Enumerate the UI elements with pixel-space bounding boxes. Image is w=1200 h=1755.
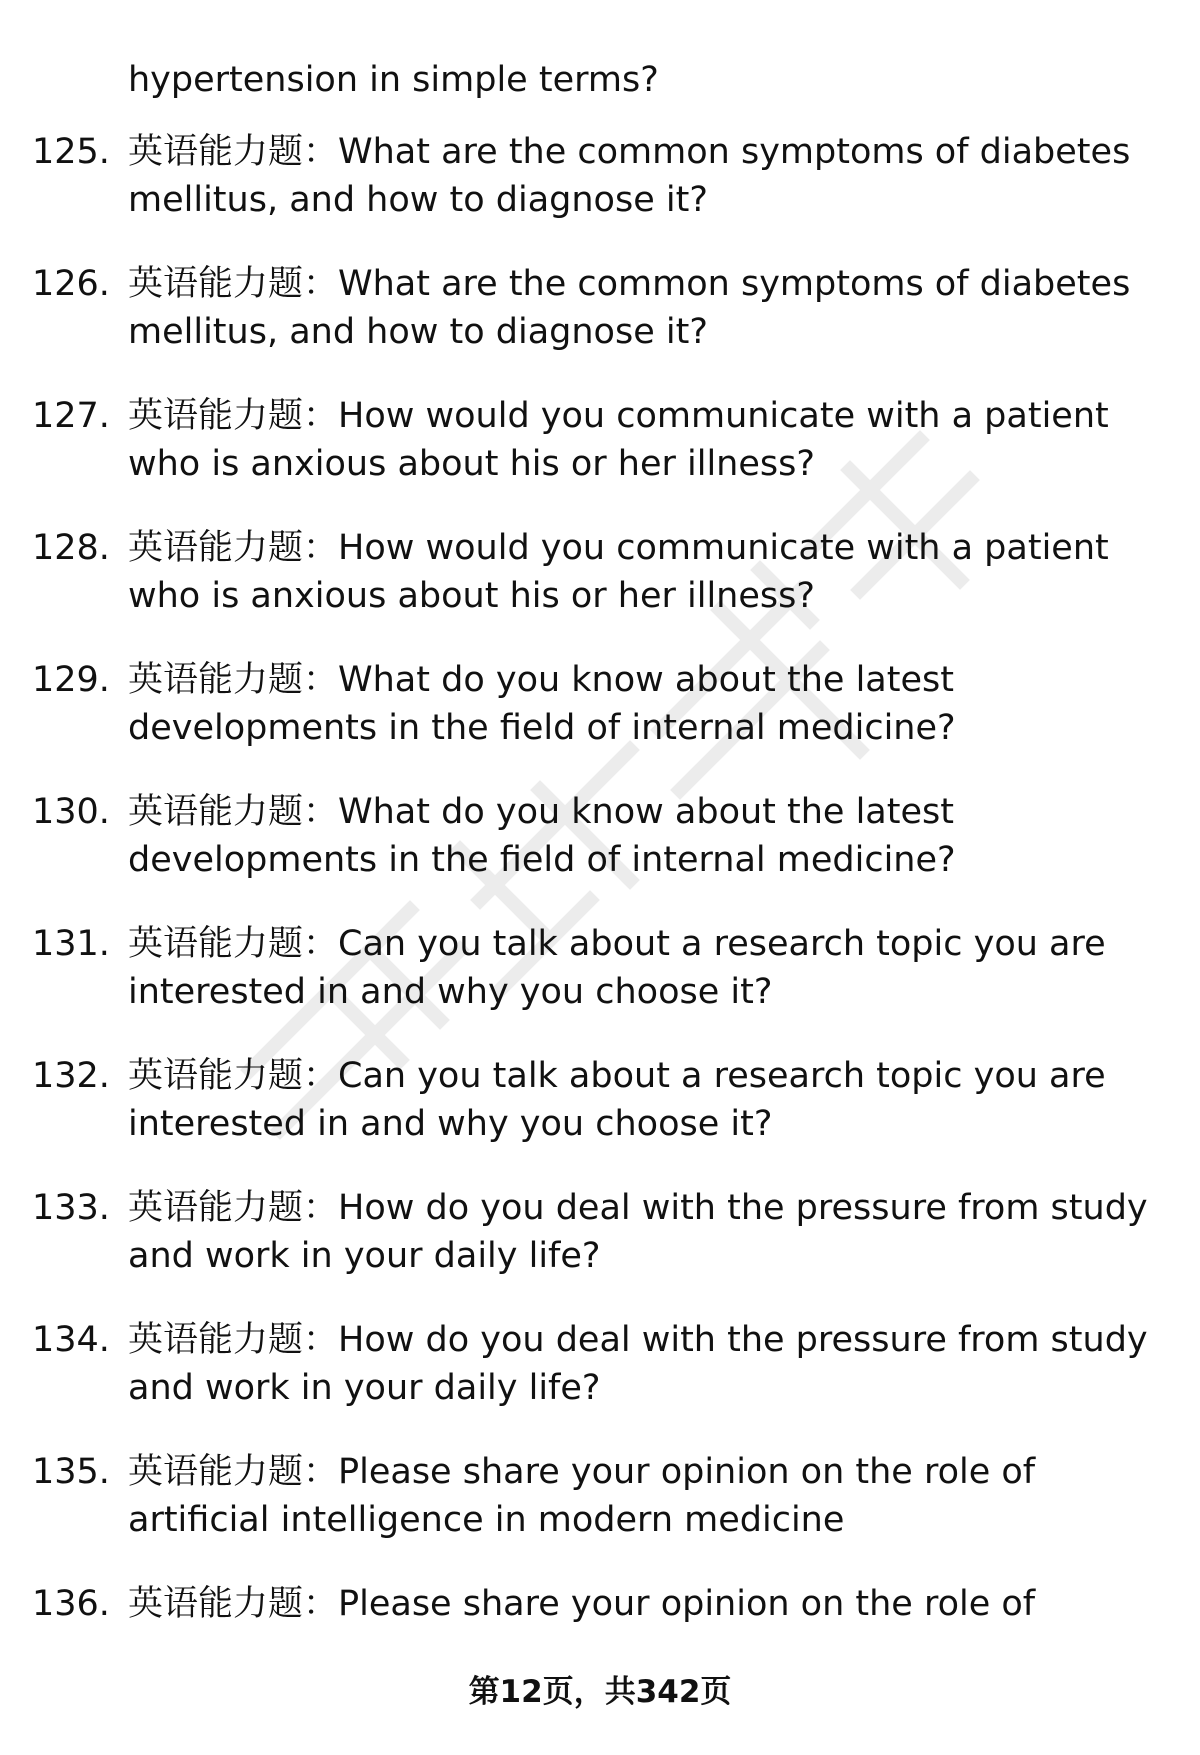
question-line-2: developments in the field of internal medicine? [128,840,956,880]
question-prefix: 英语能力题： [128,264,339,304]
question-line [128,1184,1168,1232]
question-line-1: Please share your opinion on the role of [338,1584,1036,1624]
question-line-1: How do you deal with the pressure from study [338,1188,1148,1228]
question-number: 125. [32,132,110,172]
question-number: 130. [32,792,110,832]
question-line-2: artificial intelligence in modern medicine [128,1500,845,1540]
question-line [128,788,1168,836]
question-line-2: mellitus, and how to diagnose it? [128,180,708,220]
question-prefix: 英语能力题： [128,1056,339,1096]
question-text [128,524,1168,620]
question-text [128,260,1168,356]
question-number: 135. [32,1452,110,1492]
question-prefix: 英语能力题： [128,1584,339,1624]
question-text [128,1184,1168,1280]
question-line-2: who is anxious about his or her illness? [128,576,815,616]
question-line-1: What do you know about the latest [338,792,954,832]
question-line [128,1580,1168,1628]
question-line-1: What are the common symptoms of diabetes [338,132,1131,172]
question-number: 131. [32,924,110,964]
question-number: 127. [32,396,110,436]
question-line [128,524,1168,572]
question-line [128,392,1168,440]
question-number: 136. [32,1584,110,1624]
question-prefix: 英语能力题： [128,1452,339,1492]
question-line-2: and work in your daily life? [128,1368,601,1408]
question-line-1: How would you communicate with a patient [338,396,1109,436]
question-text [128,1316,1168,1412]
question-text [128,920,1168,1016]
question-line [128,260,1168,308]
question-text [128,1580,1168,1628]
question-number: 134. [32,1320,110,1360]
question-text [128,392,1168,488]
question-line-2: who is anxious about his or her illness? [128,444,815,484]
question-text [128,128,1168,224]
question-line-1: Can you talk about a research topic you are [338,924,1106,964]
question-text [128,1052,1168,1148]
question-line [128,920,1168,968]
question-line-2: and work in your daily life? [128,1236,601,1276]
question-number: 133. [32,1188,110,1228]
question-number: 128. [32,528,110,568]
question-text [128,788,1168,884]
question-line-2: interested in and why you choose it? [128,1104,773,1144]
question-number: 126. [32,264,110,304]
question-line-1: How do you deal with the pressure from study [338,1320,1148,1360]
question-line [128,1316,1168,1364]
question-line-2: developments in the field of internal medicine? [128,708,956,748]
question-prefix: 英语能力题： [128,924,339,964]
question-line [128,656,1168,704]
question-text [128,1448,1168,1544]
question-line-1: Can you talk about a research topic you are [338,1056,1106,1096]
page-footer: 第12页，共342页 [468,1674,732,1710]
question-line-1: How would you communicate with a patient [338,528,1109,568]
question-line-1: Please share your opinion on the role of [338,1452,1036,1492]
question-line-2: mellitus, and how to diagnose it? [128,312,708,352]
question-line [128,1448,1168,1496]
continued-question-text: hypertension in simple terms? [128,60,659,100]
question-line-1: What do you know about the latest [338,660,954,700]
question-line [128,1052,1168,1100]
question-number: 129. [32,660,110,700]
question-line-1: What are the common symptoms of diabetes [338,264,1131,304]
question-prefix: 英语能力题： [128,132,339,172]
question-text [128,656,1168,752]
question-prefix: 英语能力题： [128,528,339,568]
question-prefix: 英语能力题： [128,1320,339,1360]
question-prefix: 英语能力题： [128,1188,339,1228]
question-prefix: 英语能力题： [128,792,339,832]
question-number: 132. [32,1056,110,1096]
question-line-2: interested in and why you choose it? [128,972,773,1012]
question-line [128,128,1168,176]
question-prefix: 英语能力题： [128,396,339,436]
question-prefix: 英语能力题： [128,660,339,700]
